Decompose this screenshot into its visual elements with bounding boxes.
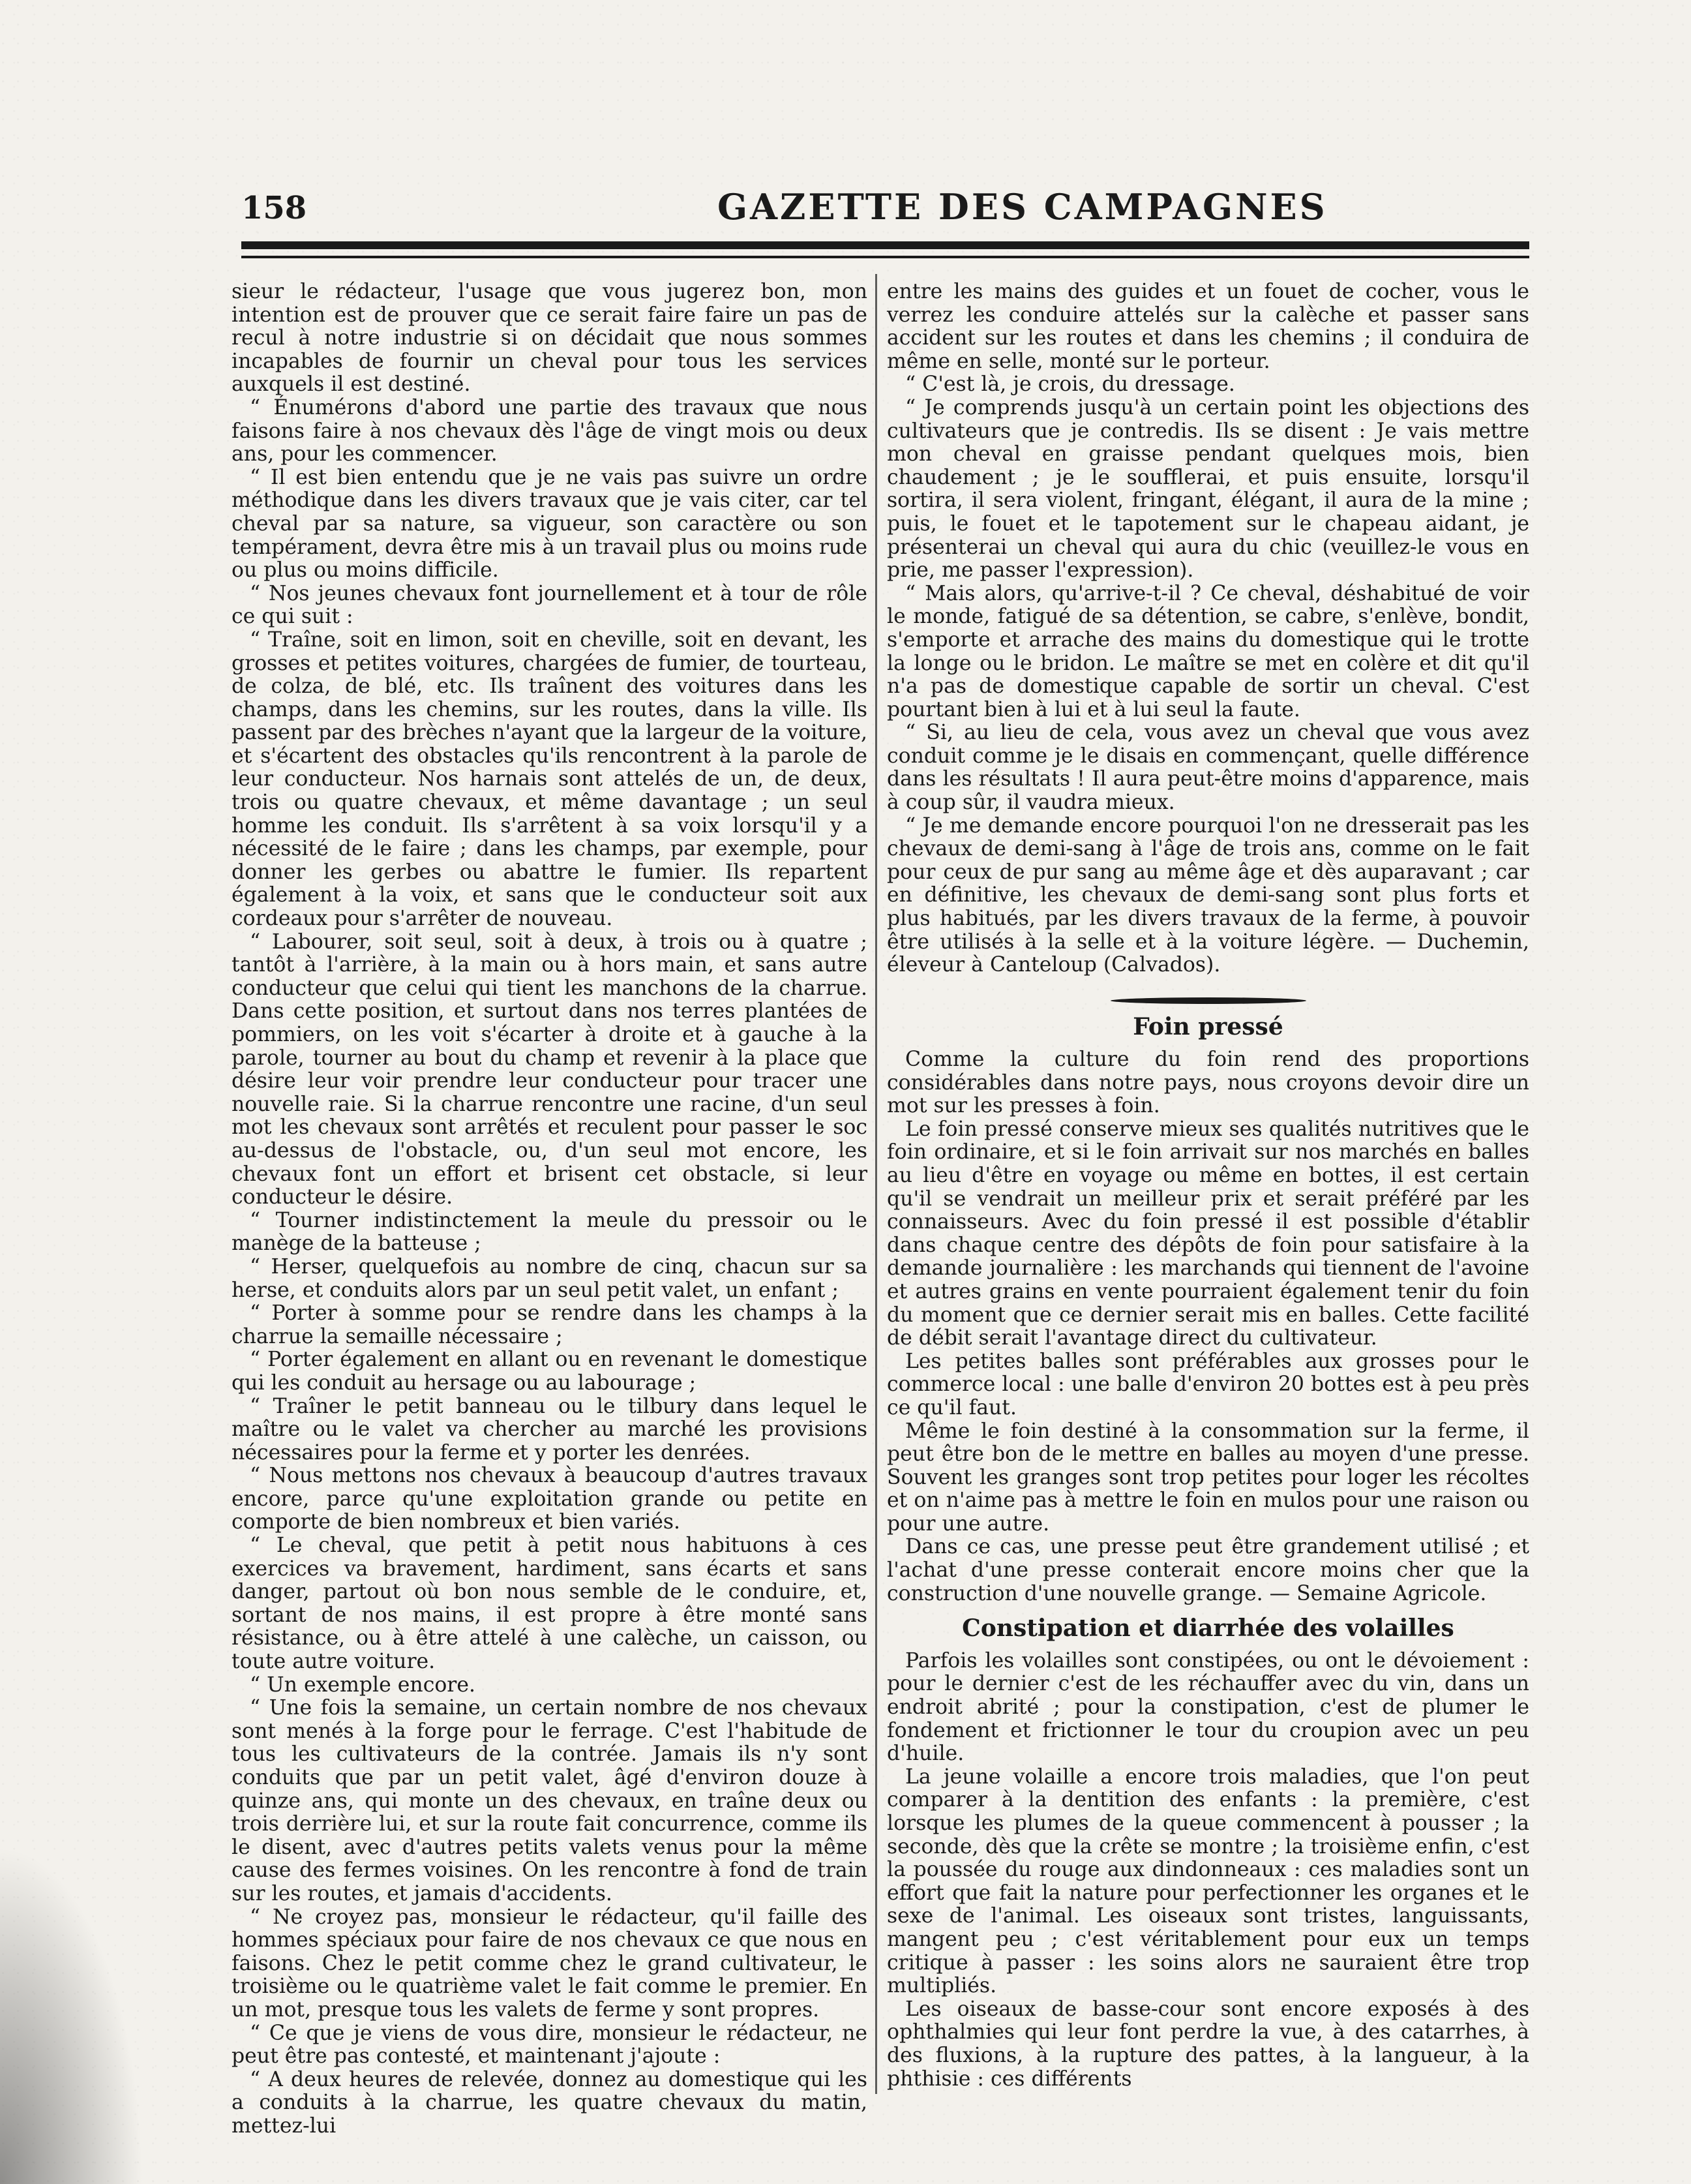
- page-edge-smudge: [0, 1845, 143, 2184]
- paragraph: “ Il est bien entendu que je ne vais pas suivre un ordre méthodique dans les divers travaux que je vais citer, car tel cheval par sa nature, sa vigueur, son caractère ou son tempérament, devra être mis à un travail plus ou moins rude ou plus ou moins difficile.: [232, 465, 867, 583]
- paragraph: sieur le rédacteur, l'usage que vous jugerez bon, mon intention est de prouver que ce serait faire faire un pas de recul à notre industrie si on décidait que nous sommes incapables de fournir un cheval pour tous les services auxquels il est destiné.: [232, 280, 867, 397]
- paragraph: “ Nous mettons nos chevaux à beaucoup d'autres travaux encore, parce qu'une exploitation grande ou petite en comporte de bien nombreux et bien variés.: [232, 1464, 867, 1534]
- paragraph: “ Herser, quelquefois au nombre de cinq, chacun sur sa herse, et conduits alors par un seul petit valet, un enfant ;: [232, 1254, 867, 1302]
- paragraph: “ Une fois la semaine, un certain nombre de nos chevaux sont menés à la forge pour le ferrage. C'est l'habitude de tous les cultivateurs de la contrée. Jamais ils n'y sont conduits que par un petit valet, âgé d'environ douze à quinze ans, qui monte un des chevaux, en traîne deux ou trois derrière lui, et sur la route fait concurrence, comme ils le disent, avec d'autres petits valets venus pour la même cause des fermes voisines. On les rencontre à fond de train sur les routes, et jamais d'accidents.: [232, 1696, 867, 1905]
- paragraph: “ Traîner le petit banneau ou le tilbury dans lequel le maître ou le valet va chercher au marché les provisions nécessaires pour la ferme et y porter les denrées.: [232, 1394, 867, 1464]
- paragraph: “ Labourer, soit seul, soit à deux, à trois ou à quatre ; tantôt à l'arrière, à la main ou à hors main, et sans autre conducteur que celui qui tient les manchons de la charrue. Dans cette position, et surtout dans nos terres plantées de pommiers, on les voit s'écarter à droite et à gauche à la parole, tourner au bout du champ et revenir à la place que désire leur voir prendre leur conducteur pour tracer une nouvelle raie. Si la charrue rencontre une racine, d'un seul mot les chevaux sont arrêtés et reculent pour passer le soc au-dessus de l'obstacle, ou, d'un seul mot encore, les chevaux font un effort et brisent cet obstacle, si leur conducteur le désire.: [232, 930, 867, 1209]
- paragraph: Parfois les volailles sont constipées, ou ont le dévoiement : pour le dernier c'est de les réchauffer avec du vin, dans un endroit abrité ; pour la constipation, c'est de plumer le fondement et frictionner le tour du croupion avec un peu d'huile.: [887, 1648, 1529, 1766]
- paragraph: La jeune volaille a encore trois maladies, que l'on peut comparer à la dentition des enfants : la première, c'est lorsque les plumes de la queue commencent à pousser ; la seconde, dès que la crête se montre ; la troisième enfin, c'est la poussée du rouge aux dindonneaux : ces maladies sont un effort que fait la nature pour perfectionner les organes et le sexe de l'animal. Les oiseaux sont tristes, languissants, mangent peu ; c'est véritablement pour eux un temps critique à passer : les soins alors ne sauraient être trop multipliés.: [887, 1765, 1529, 1998]
- paragraph: “ Porter à somme pour se rendre dans les champs à la charrue la semaille nécessaire ;: [232, 1301, 867, 1348]
- section-title: Constipation et diarrhée des volailles: [962, 1615, 1454, 1643]
- section-heading-constipation: [887, 1617, 1529, 1641]
- paragraph: “ Porter également en allant ou en revenant le domestique qui les conduit au hersage ou au labourage ;: [232, 1348, 867, 1395]
- section-title: Foin pressé: [1133, 1013, 1283, 1041]
- paragraph: Même le foin destiné à la consommation sur la ferme, il peut être bon de le mettre en balles au moyen d'une presse. Souvent les granges sont trop petites pour loger les récoltes et on n'aime pas à mettre le foin en mulos pour une raison ou pour une autre.: [887, 1419, 1529, 1536]
- paragraph: “ Nos jeunes chevaux font journellement et à tour de rôle ce qui suit :: [232, 581, 867, 629]
- right-column: [887, 280, 1529, 2091]
- paragraph: entre les mains des guides et un fouet de cocher, vous le verrez les conduire attelés sur la calèche et passer sans accident sur les routes et dans les chemins ; il conduira de même en selle, monté sur le porteur.: [887, 280, 1529, 373]
- paragraph: Les oiseaux de basse-cour sont encore exposés à des ophthalmies qui leur font perdre la vue, à des catarrhes, à des fluxions, à la rupture des pattes, à la langueur, à la phthisie : ces différents: [887, 1997, 1529, 2091]
- paragraph: Comme la culture du foin rend des proportions considérables dans notre pays, nous croyons devoir dire un mot sur les presses à foin.: [887, 1048, 1529, 1118]
- paragraph: “ Un exemple encore.: [250, 1673, 476, 1697]
- paragraph: “ Je me demande encore pourquoi l'on ne dresserait pas les chevaux de demi-sang à l'âge de trois ans, comme on le fait pour ceux de pur sang au même âge et dès auparavant ; car en définitive, les chevaux de demi-sang sont plus forts et plus habitués, par les divers travaux de la ferme, à pouvoir être utilisés à la selle et à la voiture légère. — Duchemin, éleveur à Canteloup (Calvados).: [887, 813, 1529, 977]
- paragraph: “ Si, au lieu de cela, vous avez un cheval que vous avez conduit comme je le disais en commençant, quelle différence dans les résultats ! Il aura peut-être moins d'apparence, mais à coup sûr, il vaudra mieux.: [887, 721, 1529, 815]
- left-column: [232, 280, 867, 2138]
- page-header: [241, 186, 1529, 232]
- header-rule-thick: [241, 241, 1529, 249]
- paragraph: “ Le cheval, que petit à petit nous habituons à ces exercices va bravement, hardiment, sans écarts et sans danger, partout où bon nous semble de le conduire, et, sortant de nos mains, il est propre à être monté sans résistance, ou à être attelé à une calèche, un caisson, ou toute autre voiture.: [232, 1534, 867, 1674]
- paragraph: “ A deux heures de relevée, donnez au domestique qui les a conduits à la charrue, les quatre chevaux du matin, mettez-lui: [232, 2067, 867, 2138]
- column-divider: [875, 274, 877, 2094]
- paragraph: “ Tourner indistinctement la meule du pressoir ou le manège de la batteuse ;: [232, 1208, 867, 1256]
- paragraph: “ C'est là, je crois, du dressage.: [905, 372, 1235, 397]
- paragraph: Dans ce cas, une presse peut être grandement utilisé ; et l'achat d'une presse conterait encore moins cher que la construction d'une nouvelle grange. — Semaine Agricole.: [887, 1535, 1529, 1605]
- paragraph: “ Traîne, soit en limon, soit en cheville, soit en devant, les grosses et petites voitures, chargées de fumier, de tourteau, de colza, de blé, etc. Ils traînent des voitures dans les champs, dans les chemins, sur les routes, dans la ville. Ils passent par des brèches n'ayant que la largeur de la voiture, et s'écartent des obstacles qu'ils rencontrent à la parole de leur conducteur. Nos harnais sont attelés de un, de deux, trois ou quatre chevaux, et même davantage ; un seul homme les conduit. Ils s'arrêtent à sa voix lorsqu'il y a nécessité de le faire ; dans les champs, par exemple, pour donner les gerbes ou abattre le fumier. Ils repartent également à la voix, et sans que le conducteur soit aux cordeaux pour s'arrêter de nouveau.: [232, 628, 867, 931]
- section-heading-foin: [887, 989, 1529, 1039]
- section-ornament: [1111, 997, 1306, 1004]
- paragraph: Les petites balles sont préférables aux grosses pour le commerce local : une balle d'environ 20 bottes est à peu près ce qu'il faut.: [887, 1349, 1529, 1419]
- paragraph: “ Ne croyez pas, monsieur le rédacteur, qu'il faille des hommes spéciaux pour faire de nos chevaux ce que nous en faisons. Chez le petit comme chez le grand cultivateur, le troisième ou le quatrième valet le fait comme le premier. En un mot, presque tous les valets de ferme y sont propres.: [232, 1905, 867, 2022]
- masthead-title: GAZETTE DES CAMPAGNES: [717, 186, 1328, 228]
- paragraph: “ Mais alors, qu'arrive-t-il ? Ce cheval, déshabitué de voir le monde, fatigué de sa détention, se cabre, s'enlève, bondit, s'emporte et arrache des mains du domestique qui le trotte la longe ou le bridon. Le maître se met en colère et dit qu'il n'a pas de domestique capable de sortir un cheval. C'est pourtant bien à lui et à lui seul la faute.: [887, 581, 1529, 721]
- page-number: 158: [241, 190, 307, 226]
- paragraph: Le foin pressé conserve mieux ses qualités nutritives que le foin ordinaire, et si le foin arrivait sur nos marchés en balles au lieu d'être en voyage ou même en bottes, il est certain qu'il se vendrait un meilleur prix et serait préféré par les connaisseurs. Avec du foin pressé il est possible d'établir dans chaque centre des dépôts de foin pour satisfaire à la demande journalière : les marchands qui tiennent de l'avoine et autres grains en vente pourraient également tenir du foin du moment que ce dernier serait mis en balles. Cette facilité de débit serait l'avantage direct du cultivateur.: [887, 1117, 1529, 1350]
- paragraph: “ Je comprends jusqu'à un certain point les objections des cultivateurs que je contredis. Ils se disent : Je vais mettre mon cheval en graisse pendant quelques mois, bien chaudement ; je le soufflerai, et puis ensuite, lorsqu'il sortira, il sera violent, fringant, élégant, il aura de la mine ; puis, le fouet et le tapotement sur le chapeau aidant, je présenterai un cheval qui aura du chic (veuillez-le vous en prie, me passer l'expression).: [887, 395, 1529, 583]
- header-rule-thin: [241, 256, 1529, 258]
- paragraph: “ Ce que je viens de vous dire, monsieur le rédacteur, ne peut être pas contesté, et maintenant j'ajoute :: [232, 2021, 867, 2069]
- paragraph: “ Énumérons d'abord une partie des travaux que nous faisons faire à nos chevaux dès l'âge de vingt mois ou deux ans, pour les commencer.: [232, 395, 867, 466]
